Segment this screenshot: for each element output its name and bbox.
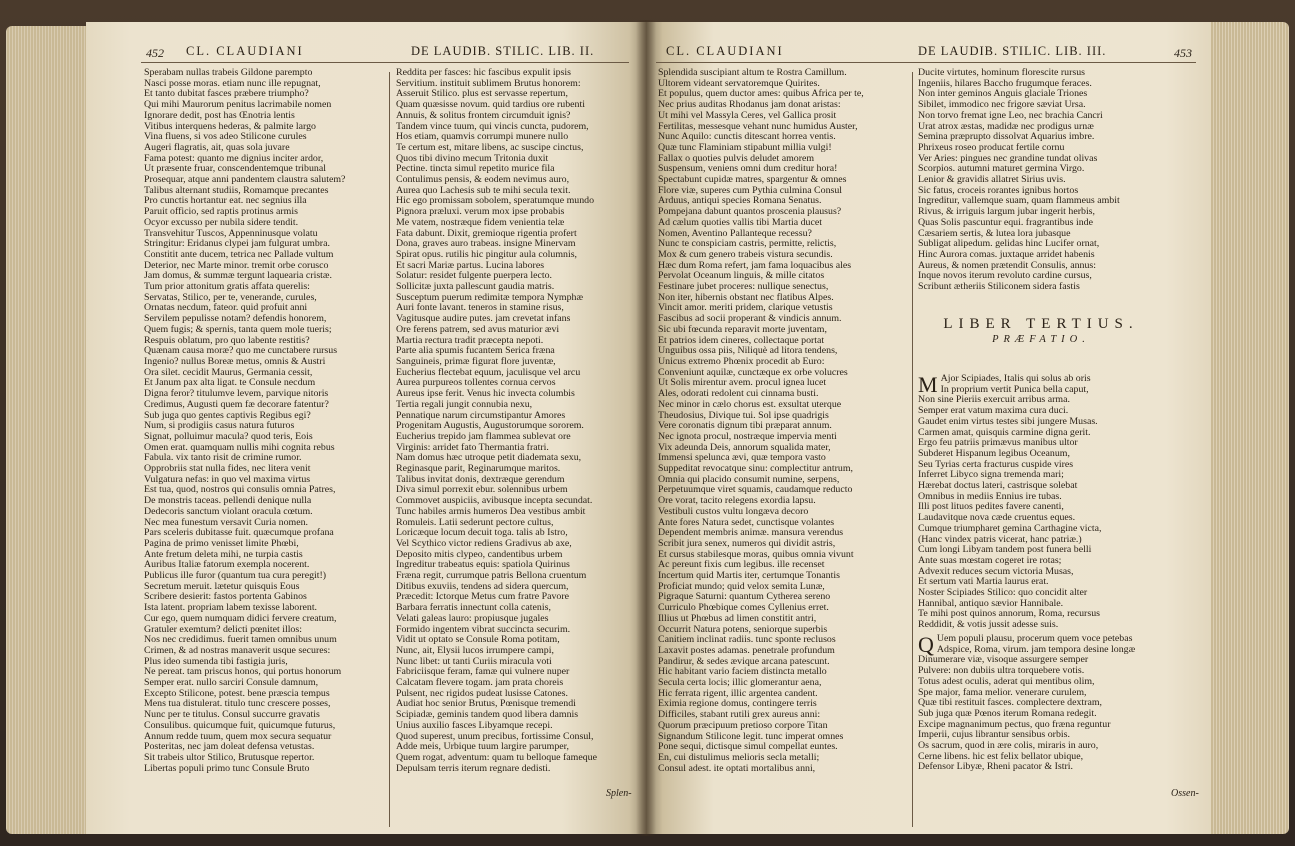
verse-line: Ultorem videant servatoremque Quirites. (658, 78, 820, 89)
verse-line: Nec minor in cælo chorus est. exsultat uterque (658, 399, 842, 410)
verse-line: Nec prius auditas Rhodanus jam donat aristas: (658, 100, 841, 111)
verse-line: Annum redde tuum, quem mox secura sequatur (144, 731, 332, 742)
right-page-number: 453 (1174, 46, 1192, 60)
right-section-head: DE LAUDIB. STILIC. LIB. III. (918, 44, 1107, 58)
verse-line: Ergo feu patriis primævus manibus ultor (918, 438, 1078, 449)
verse-line: Auribus Italiæ fatorum exempla nocerent. (144, 560, 310, 571)
verse-line: Consulibus. quicumque fuit, quicumque futurus, (144, 720, 336, 731)
verse-line: Curriculo Phœbique comes Cyllenius erret. (658, 603, 829, 614)
verse-line: Ut mihi vel Massyla Ceres, vel Gallica prosit (658, 110, 837, 121)
verse-line: Qui mihi Maurorum penitus lacrimabile nomen (144, 100, 332, 111)
verse-line: Nunc te conspiciam castris, permitte, relictis, (658, 239, 837, 250)
verse-line: Reddita per fasces: hic fascibus expulit ipsis (396, 68, 571, 78)
verse-line: Proficiat mundo; quid velox semita Lunæ, (658, 581, 825, 592)
verse-line: Et Janum pax alta ligat. te Consule necdum (144, 378, 316, 389)
verse-line: Semina præprupto dissolvat Aquarius imbre. (918, 132, 1095, 143)
verse-line: Scorpios. autumni maturet germina Virgo. (918, 164, 1085, 175)
verse-line: Cæsariem sertis, & lutea lora jubasque (918, 228, 1071, 239)
verse-line: Hic habitant vario faciem distincta metallo (658, 667, 827, 678)
verse-line: Calcatam flevere togam. jam prata choreis (396, 678, 564, 689)
verse-line: Quæ tunc Flaminiam stipabunt millia vulgi! (658, 142, 832, 153)
verse-line: Pignora præluxi. verum mox ipse probabis (396, 207, 565, 218)
verse-line: Fata dabunt. Dixit, gremioque rigentia profert (396, 228, 577, 239)
verse-line: Ac pereunt fixis cum legibus. ille recenset (658, 560, 825, 571)
right-running-head: CL. CLAUDIANI (666, 44, 784, 58)
verse-line: Adde meis, Urbique tuum largire parumper, (396, 742, 570, 753)
verse-line: Talibus alternant studiis, Romamque precantes (144, 185, 329, 196)
verse-line: Et sacri Mariæ partus. Lucina labores (396, 260, 545, 271)
verse-line: Suppeditat revocatque sinu: complectitur antrum, (658, 464, 853, 475)
verse-line: Et tanto dubitat fasces præbere triumpho? (144, 89, 309, 100)
verse-line: Omnibus in mediis Ennius ire tubas. (918, 491, 1062, 502)
verse-line: Cumque triumpharet gemina Carthagine victa, (918, 523, 1102, 534)
verse-line: Defensor Libyæ, Rheni pacator & Istri. (918, 762, 1073, 773)
verse-line: Scipiadæ, geminis tandem quod libera damnis (396, 710, 579, 721)
verse-line: Posteritas, nec jam doleat defensa vetustas. (144, 742, 315, 753)
verse-line: Paruit officio, sed raptis protinus armis (144, 207, 298, 218)
verse-line: Nunc per te titulus. Consul succurre gravatis (144, 710, 320, 721)
verse-line: Loricæque locum decuit toga. talis ab Istro, (396, 528, 568, 539)
verse-line: Ornatas necdum, fateor. quid profuit anni (144, 303, 308, 314)
verse-line: Deterior, nec Marte minor. tremit orbe corusco (144, 260, 329, 271)
verse-line: Et patrios idem cineres, collectaque portat (658, 335, 825, 346)
verse-line: Respuis oblatum, pro quo labente restitis? (144, 335, 310, 346)
verse-line: Progenitam Augustis, Augustorumque sororem. (396, 421, 584, 432)
verse-line: Laxavit postes adamas. penetrale profundum (658, 645, 835, 656)
verse-line: Fertilitas, messesque vehant nunc humidus Auster, (658, 121, 858, 132)
verse-line: Romuleis. Latii sederunt pectore cultus, (396, 517, 554, 528)
verse-line: Te mihi post quinos annorum, Roma, recursus (918, 609, 1100, 620)
left-column-divider (389, 72, 390, 827)
verse-line: Nec mea funestum versavit Curia nomen. (144, 517, 308, 528)
verse-line: Spirat opus. rutilis hic pingitur aula columnis, (396, 249, 578, 260)
verse-line: Talibus invitat donis, dextræque gerendum (396, 474, 565, 485)
verse-line: Quod superest, unum precibus, fortissime Consul, (396, 731, 594, 742)
verse-line: Crimen, & ad nostras manaverit usque secures: (144, 645, 331, 656)
verse-line: Quorum præcipuum pretioso corpore Titan (658, 720, 828, 731)
verse-line: Excepto Stilicone, potest. bene præscia tempus (144, 688, 330, 699)
verse-line: Pandirur, & sedes ævique arcana patescunt. (658, 656, 830, 667)
verse-line: Diva simul porrexit ebur. solennibus urbem (396, 485, 568, 496)
verse-line: Subligat alipedum. gelidas hinc Lucifer ornat, (918, 239, 1100, 250)
right-page (646, 22, 1211, 834)
verse-line: Perpetuumque viret squamis, caudamque reducto (658, 485, 853, 496)
verse-line: Ore ferens patrem, sed avus maturior ævi (396, 324, 560, 335)
verse-line: Sic ubi fœcunda reparavit morte juventam, (658, 324, 827, 335)
verse-line: Signat, polluimur macula? quod teris, Eois (144, 431, 313, 442)
verse-line: Urat atrox æstas, madidæ nec prodigus urnæ (918, 121, 1094, 132)
verse-line: Pigraque Saturni: quantum Cytherea sereno (658, 592, 831, 603)
verse-line: Depulsam terris iterum regnare dedisti. (396, 763, 551, 774)
verse-line: Secula certa locis; illic glomerantur aena, (658, 678, 822, 689)
verse-line: Ducite virtutes, hominum florescite rursus (918, 68, 1086, 78)
verse-line: Hic ferrata rigent, illic argentea candent. (658, 688, 818, 699)
verse-line: Hannibal, antiquo sævior Hannibale. (918, 598, 1064, 609)
verse-line: Asseruit Stilico. plus est servasse repertum, (396, 89, 568, 100)
verse-line: Festinare jubet proceres: nullique senectus, (658, 282, 829, 293)
verse-line: Phrixeus rosео producat fertile cornu (918, 142, 1065, 153)
left-section-head: DE LAUDIB. STILIC. LIB. II. (411, 44, 595, 58)
verse-line: Pro cunctis hortantur eat. nec segnius illa (144, 196, 307, 207)
verse-line: Mens tua distulerat. titulo tunc crescere posses, (144, 699, 331, 710)
verse-line: Sperabam nullas trabeis Gildone parempto (144, 68, 313, 78)
verse-line: Omen erat. quamquam nullis mihi cognita rebus (144, 442, 335, 453)
left-running-head: CL. CLAUDIANI (186, 44, 304, 58)
verse-line: Nunc, ait, Elysii lucos irrumpere campi, (396, 645, 554, 656)
verse-line: Vere coronatis dignum tibi præparat annum. (658, 421, 832, 432)
verse-line: Ingreditur, vallemque suam, quam flammeus ambit (918, 196, 1120, 207)
verse-line: Cerne libens. hic est felix bellator ubique, (918, 751, 1084, 762)
verse-line: Pompejana dabunt quantos proscenia plausus? (658, 207, 842, 218)
verse-line: Te certum est, mitare libens, ac suscipe cinctus, (396, 142, 584, 153)
verse-line: Barbara ferratis innectunt colla catenis, (396, 603, 551, 614)
verse-line: Hic ego promissam sobolem, speratumque mundo (396, 196, 595, 207)
verse-line: Annuis, & solitus frontem circumduit ignis? (396, 110, 571, 121)
verse-line: Parte alia spumis fucantem Serica fræna (396, 346, 555, 357)
verse-line: Formido ingentem vibrat succincta securim. (396, 624, 571, 635)
verse-line: Uem populi plausu, procerum quem voce petebas (936, 634, 1133, 644)
left-column-1 (144, 68, 386, 774)
verse-line: Aureus ipse ferit. Venus hic invecta columbis (396, 389, 575, 400)
verse-line: Semper erat. nullo sarciri Consule damnum, (144, 678, 319, 689)
verse-line: Quænam causa moræ? quo me cunctabere rursus (144, 346, 338, 357)
verse-line: Arduus, antiqui species Romana Senatus. (658, 196, 822, 207)
verse-line: Signandum Stilicone legit. tunc imperat omnes (658, 731, 844, 742)
verse-line: Nomen, Aventino Pallanteque recessu? (658, 228, 812, 239)
verse-line: Non sine Pieriis exercuit arribus arma. (918, 395, 1070, 406)
verse-line: Sic fatus, croceis rorantes ignibus hortos (918, 185, 1079, 196)
verse-line: Solatur: residet fulgente puerpera lecto. (396, 271, 553, 282)
verse-line: Servitium. instituit sublimem Brutus honorem: (396, 78, 581, 89)
verse-line: Hærebat doctus lateri, castrisque solebat (918, 481, 1078, 492)
book-title: LIBER TERTIUS. (943, 316, 1139, 332)
right-column-1 (658, 68, 908, 774)
verse-line: Ore vorat, tacito relegens exordia lapsu. (658, 496, 816, 507)
verse-line: Scribunt ætheriis Stiliconem sidera fastis (918, 282, 1080, 293)
verse-line: Contulimus pensis, & eodem nevimus auro, (396, 175, 570, 186)
verse-line: Susceptum puerum redimitæ tempora Nymphæ (396, 292, 584, 303)
verse-line: Jam domus, & summæ tergunt laquearia cristæ. (144, 271, 332, 282)
verse-line: Ante fretum deleta mihi, ne turpia castis (144, 549, 303, 560)
verse-line: Virginis: arridet fato Thermantia fratri. (396, 442, 549, 453)
verse-line: Unguibus ossa piis, Niliquè ad litora tendens, (658, 346, 838, 357)
verse-line: Vitibus interquens hederas, & palmite largo (144, 121, 316, 132)
verse-line: Omnia qui placido consumit numine, serpens, (658, 474, 840, 485)
verse-line: Unius auxilio fasces Libyamque recepi. (396, 720, 553, 731)
verse-line: Aurea quo Lachesis sub te mihi secula texit. (396, 185, 571, 196)
right-column-2-top (918, 68, 1198, 293)
verse-line: Vincit amor. meriti pridem, clarique vetustis (658, 303, 833, 314)
verse-line: Constitit ante ducem, tetrica nec Pallade vultum (144, 249, 334, 260)
verse-line: Et cursus stabilesque moras, quibus omnia vivunt (658, 549, 854, 560)
verse-line: Incertum quid Martis iter, certumque Tonantis (658, 571, 840, 582)
right-second-poem (918, 634, 1198, 773)
verse-line: Rivus, & irriguis largum jubar ingerit herbis, (918, 207, 1095, 218)
verse-line: Servatas, Stilico, per te, venerande, curules, (144, 292, 317, 303)
verse-line: Commovet auspiciis, avibusque incepta secundat. (396, 496, 593, 507)
verse-line: Ista latent. propriam labem texisse laborent. (144, 603, 318, 614)
verse-line: Vina fluens, si vos adeo Stilicone curules (144, 132, 307, 143)
verse-line: Seu Tyrias certa fracturus cuspide vires (918, 459, 1074, 470)
verse-line: Dinumerare viæ, visoque assurgere semper (918, 655, 1089, 666)
verse-line: Quas Solis pascuntur equi. fragrantibus inde (918, 217, 1093, 228)
verse-line: Suspensum, veniens omni dum creditur hora! (658, 164, 838, 175)
verse-line: Hos etiam, quamvis corrumpi munere nullo (396, 132, 569, 143)
verse-line: Eximia regione domus, contingere terris (658, 699, 817, 710)
verse-line: Quos tibi divino mecum Tritonia duxit (396, 153, 549, 164)
verse-line: Vulgatura nefas: in quo vel maxima virtus (144, 474, 311, 485)
verse-line: Inferret Libyco signa tremenda mari; (918, 470, 1064, 481)
verse-line: Occurrit Natura potens, seniorque superbis (658, 624, 828, 635)
verse-line: Publicus ille furor (quantum tua cura peregit!) (144, 571, 327, 582)
verse-line: Lenior & gravidis allatret Sirius uvis. (918, 175, 1066, 186)
verse-line: Vel Scythico victor rediens Gradivus ab axe, (396, 538, 572, 549)
verse-line: Nasci posse moras. etiam nunc ille repugnat, (144, 78, 321, 89)
verse-line: Aurea purpureos tollentes cornua cervos (396, 378, 556, 389)
right-catchword: Ossen- (1171, 788, 1199, 799)
verse-line: Nam domus hæc utroque petit diademata sexu, (396, 453, 582, 464)
verse-line: Sub juga quo gentes captivis Regibus egi? (144, 410, 311, 421)
verse-line: Scribere desierit: fastos portenta Gabinos (144, 592, 307, 603)
verse-line: Adspice, Roma, virum. jam tempora desine longæ (936, 644, 1136, 655)
verse-line: In proprium vertit Punica bella caput, (940, 384, 1089, 395)
verse-line: Prosequar, atque anni pandentem claustra salutem? (144, 175, 346, 186)
verse-line: Pulsent, nec rigidos pudeat lusisse Catones. (396, 688, 568, 699)
verse-line: Digna feror? titulumve levem, parvique nitoris (144, 389, 329, 400)
verse-line: Gaudet enim virtus testes sibi jungere Musas. (918, 416, 1098, 427)
right-page-edges (1205, 22, 1289, 834)
verse-line: Opprobriis stat nulla fides, nec litera venit (144, 464, 311, 475)
section-title: PRÆFATIO. (992, 334, 1090, 345)
verse-line: Pulvere: non dubiis ultra torquebere votis. (918, 666, 1085, 677)
verse-line: Transvehitur Tuscos, Appenninusque volatu (144, 228, 318, 239)
verse-line: Num, si prodigiis casus natura futuros (144, 421, 295, 432)
verse-line: Eucherius trepido jam flammea sublevat ore (396, 431, 571, 442)
verse-line: Pervolat Oceanum linguis, & mille citatos (658, 271, 825, 282)
verse-line: Ora silet. cecidit Maurus, Germania cessit, (144, 367, 313, 378)
verse-line: Illi post lituos pedites favere canenti, (918, 502, 1064, 513)
right-column-divider (912, 72, 913, 827)
verse-line: Auri fonte lavant. teneros in stamine risus, (396, 303, 564, 314)
verse-line: Imperii, cujus librantur sensibus orbis. (918, 730, 1070, 741)
second-dropcap: Q (918, 634, 934, 657)
verse-line: Eucherius flectebat equum, jaculisque vel arcu (396, 367, 581, 378)
verse-line: Subderet Hispanum legibus Oceanum, (918, 448, 1070, 459)
verse-line: Nec ignota procul, nostræque impervia menti (658, 431, 837, 442)
verse-line: Reddidit, & votis jussit adesse suis. (918, 620, 1059, 631)
left-catchword: Splen- (606, 788, 632, 799)
verse-line: Ditibus exuviis, tendens ad sidera quercum, (396, 581, 569, 592)
verse-line: Vagitusque audire putes. jam crevetat infans (396, 314, 571, 325)
verse-line: Est tua, quod, nostros qui consulis omnia Patres, (144, 485, 336, 496)
left-column-2 (396, 68, 636, 774)
left-page (86, 22, 646, 834)
left-page-number: 452 (146, 46, 164, 60)
verse-line: Spe major, fama melior. venerare curulem, (918, 687, 1087, 698)
verse-line: Carmen amat, quisquis carmine digna gerit. (918, 427, 1091, 438)
verse-line: Fascibus ad socii properant & vindicis annum. (658, 314, 842, 325)
verse-line: Sanguineis, primæ figurat flore juventæ, (396, 356, 556, 367)
verse-line: Quam quæsisse novum. quid tardius ore rubenti (396, 100, 585, 111)
verse-line: Sub juga quæ Pœnos iterum Romana redegit. (918, 708, 1097, 719)
verse-line: Dependent membris animæ. mansura verendus (658, 528, 844, 539)
verse-line: Tertia regali jungit connubia nexu, (396, 399, 533, 410)
verse-line: Pone sequi, dictisque simul compellat euntes. (658, 742, 838, 753)
verse-line: Præcedit: Ictorque Metus cum fratre Pavore (396, 592, 570, 603)
verse-line: Secretum meruit. lætetur quisquis Eous (144, 581, 300, 592)
verse-line: Audiat hoc senior Brutus, Pœnisque tremendi (396, 699, 576, 710)
verse-line: Semper erat vatum maxima cura duci. (918, 406, 1069, 417)
verse-line: Quæ tibi restituit fasces. complectere dextram, (918, 698, 1102, 709)
verse-line: En, cui distulimus melioris secla metalli; (658, 753, 820, 763)
verse-line: Ne pereat. tam priscus honos, qui portus honorum (144, 667, 342, 678)
verse-line: Splendida suscipiant altum te Rostra Camillum. (658, 68, 847, 78)
verse-line: Pagina de primo venisset limite Phœbi, (144, 538, 299, 549)
right-header-rule (656, 62, 1196, 63)
verse-line: Nunc libet: ut tanti Curiis miracula voti (396, 656, 552, 667)
verse-line: Fræna regit, currumque patris Bellona cruentum (396, 571, 587, 582)
verse-line: Aureus, & nomen prætendit Consulis, annus: (918, 260, 1097, 271)
verse-line: Augeri flagratis, ait, quas sola juvare (144, 142, 290, 153)
verse-line: Gratuler exemtum? delicti pœnitet illos: (144, 624, 302, 635)
verse-line: Ut Solis mirentur avem. procul ignea lucet (658, 378, 827, 389)
verse-line: Velati galeas lauro: propiusque jugales (396, 613, 549, 624)
verse-line: Et populus, quem ductor ames: quibus Africa per te, (658, 89, 864, 100)
verse-line: Ante suas mœstam cogeret ire rotas; (918, 555, 1062, 566)
verse-line: Os sacrum, quod in ære colis, miraris in auro, (918, 741, 1099, 752)
verse-line: Fallax o quoties pulvis deludet amorem (658, 153, 815, 164)
book-gutter (636, 20, 656, 836)
verse-line: Dona, graves auro trabeas. insigne Minervam (396, 239, 576, 250)
verse-line: Ajor Scipiades, Italis qui solus ab oris (940, 374, 1091, 384)
verse-line: Difficiles, stabant rutili grex aureus anni: (658, 710, 821, 721)
verse-line: Tum prior attonitum gratis affata querelis: (144, 282, 310, 293)
verse-line: Reginasque parit, Reginarumque maritos. (396, 464, 561, 475)
verse-line: Sibilet, immodico nec frigore sæviat Ursa. (918, 100, 1086, 111)
verse-line: Inque novos iterum revoluto cardine cursus, (918, 271, 1092, 282)
verse-line: Deposito mitis clypeo, candentibus urbem (396, 549, 563, 560)
verse-line: Pars sceleris dubitasse fuit. quæcumque profana (144, 528, 334, 539)
verse-line: Sit trabeis ultor Stilico, Brutusque repertor. (144, 753, 315, 763)
verse-line: Illius ut Phœbus ad limen constitit antri, (658, 613, 817, 624)
verse-line: Conveniunt aquilæ, cunctæque ex orbe volucres (658, 367, 848, 378)
verse-line: Cur ego, quem numquam didici fervere creatum, (144, 613, 337, 624)
verse-line: Dedecoris sanctum violant oracula cœtum. (144, 506, 313, 517)
verse-line: Ante fores Natura sedet, cunctisque volantes (658, 517, 835, 528)
verse-line: Immensi spelunca ævi, quæ tempora vasto (658, 453, 826, 464)
verse-line: Mox & cum genero trabeis vistura secundis. (658, 249, 833, 260)
verse-line: Hinc Aurora comas. juxtaque arridet habenis (918, 249, 1095, 260)
verse-line: Fama potest: quanto me dignius inciter ardor, (144, 153, 324, 164)
verse-line: Vidit ut optato se Consule Roma potitam, (396, 635, 560, 646)
verse-line: Non torvo fremat igne Leo, nec brachia Cancri (918, 110, 1103, 121)
verse-line: Et sertum vati Martia laurus erat. (918, 577, 1049, 588)
verse-line: Stringitur: Eridanus clypei jam fulgurat umbra. (144, 239, 330, 250)
verse-line: Excipe magnanimum pectus, quo fræna reguntur (918, 719, 1111, 730)
verse-line: Ut præsente fruar, conscendentemque tribunal (144, 164, 326, 175)
verse-line: Servilem pepulisse notam? defendis honorem, (144, 314, 327, 325)
verse-line: Theudosius, Divique tui. Sol ipse quadrigis (658, 410, 829, 421)
verse-line: Fabula. vix tanto risit de crimine rumor. (144, 453, 302, 464)
verse-line: Ingenio? nullus Boreæ metus, omnis & Austri (144, 356, 326, 367)
verse-line: Scribit jura senex, numeros qui dividit astris, (658, 538, 836, 549)
verse-line: Tandem vince tuum, qui vincis cuncta, pudorem, (396, 121, 589, 132)
verse-line: De monstris taceas. pellendi denique nulla (144, 496, 312, 507)
verse-line: Ad cælum quoties vallis tibi Martia ducet (658, 217, 823, 228)
verse-line: Tunc habiles armis humeros Dea vestibus ambit (396, 506, 586, 517)
verse-line: Quem rogat, adventum: quam tu belloque fameque (396, 753, 598, 763)
verse-line: Quem fugis; & spernis, tanta quem mole tueris; (144, 324, 332, 335)
verse-line: Ingreditur trabeatus equis: spatiola Quirinus (396, 560, 570, 571)
verse-line: Ocyor excusso per nubila sidere tendit. (144, 217, 299, 228)
verse-line: Libertas populi primo tunc Consule Bruto (144, 763, 310, 774)
left-header-rule (141, 62, 629, 63)
verse-line: Pectine. tincta simul repetito murice fila (396, 164, 555, 175)
verse-line: Non inter geminos Anguis glaciale Triones (918, 89, 1088, 100)
verse-line: Cum longi Libyam tandem post funera belli (918, 545, 1092, 556)
right-praefatio (918, 374, 1198, 631)
verse-line: Spectabunt cupidæ matres, spargentur & omnes (658, 175, 847, 186)
verse-line: Me vatem, nostræque fidem venientia telæ (396, 217, 565, 228)
verse-line: Consul adest. ite optati mortalibus anni, (658, 763, 816, 774)
left-page-edges (6, 26, 96, 834)
verse-line: Sollicitæ juxta pallescunt gaudia matris. (396, 282, 555, 293)
praefatio-dropcap: M (918, 374, 938, 397)
verse-line: Pennatique narum circumstipantur Amores (396, 410, 566, 421)
verse-line: Plus ideo sumenda tibi fastigia juris, (144, 656, 288, 667)
verse-line: Fabriciisque feram, famæ qui vulnere nuper (396, 667, 570, 678)
verse-line: Totus adest oculis, aderat qui mentibus olim, (918, 676, 1095, 687)
verse-line: Nunc Aquilo: cunctis ditescant horrea ventis. (658, 132, 836, 143)
verse-line: Laudavitque nova cæde cruentus eques. (918, 513, 1076, 524)
verse-line: Ales, odorati redolent cui cinnama busti. (658, 389, 819, 400)
verse-line: Ignorare dedit, post has Œnotria lentis (144, 110, 295, 121)
verse-line: Canitiem inclinat radiis. tunc sponte reclusos (658, 635, 836, 646)
verse-line: Vestibuli custos vultu longæva decoro (658, 506, 809, 517)
verse-line: Ingeniis, hilares Baccho frugumque feraces. (918, 78, 1092, 89)
verse-line: Advexit reduces secum victoria Musas, (918, 566, 1074, 577)
verse-line: Nos nec credidimus. fuerit tamen omnibus unum (144, 635, 337, 646)
verse-line: Unicus extremo Phœnix procedit ab Euro: (658, 356, 825, 367)
verse-line: Flore viæ, superes cum Pythia culmina Consul (658, 185, 843, 196)
verse-line: Hæc dum Roma refert, jam fama loquacibus ales (658, 260, 852, 271)
verse-line: Non iter, hibernis obstant nec flatibus Alpes. (658, 292, 834, 303)
verse-line: Noster Scipiades Stilico: quo concidit alter (918, 588, 1088, 599)
verse-line: Credimus, Augusti quem fæ decorare fatentur? (144, 399, 329, 410)
verse-line: (Hanc vindex patris vicerat, hanc patriæ.) (918, 534, 1082, 545)
verse-line: Ver Aries: pingues nec grandine tundat olivas (918, 153, 1098, 164)
verse-line: Vix adeunda Deis, annorum squalida mater, (658, 442, 831, 453)
verse-line: Martia rectura tradit præcepta nepoti. (396, 335, 544, 346)
